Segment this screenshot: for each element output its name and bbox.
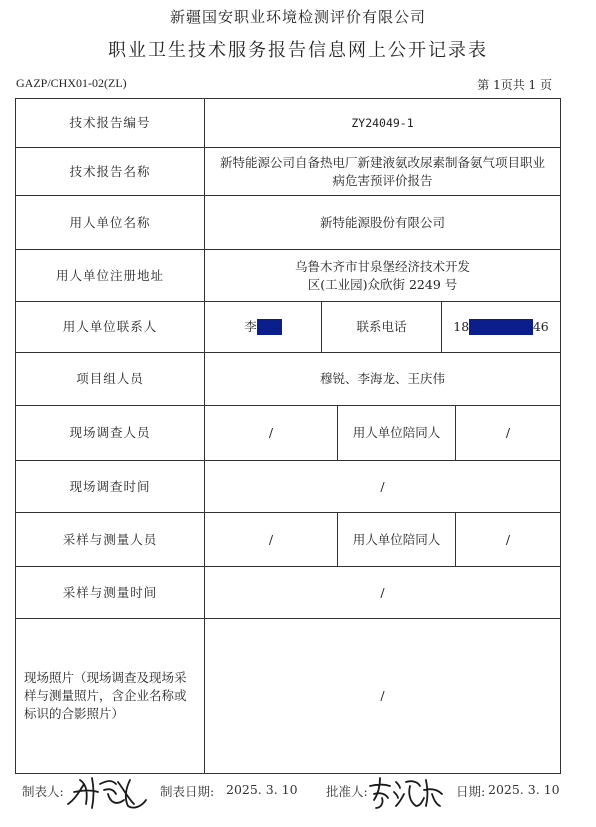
maker-signature xyxy=(64,770,150,812)
survey-staff-label: 现场调查人员 xyxy=(16,406,205,461)
row-contact xyxy=(16,302,561,353)
survey-staff-value: / xyxy=(205,406,338,461)
sampling-staff-value: / xyxy=(205,513,338,567)
survey-escort-label: 用人单位陪同人 xyxy=(338,406,456,461)
phone-label: 联系电话 xyxy=(322,302,442,353)
page-info: 第 1页共 1 页 xyxy=(477,78,552,92)
make-date: 2025. 3. 10 xyxy=(226,782,298,797)
row-team xyxy=(16,353,561,406)
team-label: 项目组人员 xyxy=(16,353,205,406)
contact-name xyxy=(205,302,322,353)
photo-label: 现场照片（现场调查及现场采样与测量照片，含企业名称或标识的合影照片） xyxy=(16,619,205,774)
row-survey-staff xyxy=(16,406,561,461)
form-code: GAZP/CHX01-02(ZL) xyxy=(16,76,127,90)
approver-label: 批准人: xyxy=(326,784,368,799)
sampling-escort-value: / xyxy=(456,513,561,567)
maker-label: 制表人: xyxy=(22,784,64,799)
report-name-value: 新特能源公司自备热电厂新建液氨改尿素制备氨气项目职业病危害预评价报告 xyxy=(205,148,561,196)
sampling-staff-label: 采样与测量人员 xyxy=(16,513,205,567)
phone-prefix: 18 xyxy=(453,319,470,334)
survey-escort-value: / xyxy=(456,406,561,461)
address-label: 用人单位注册地址 xyxy=(16,250,205,302)
sampling-escort-label: 用人单位陪同人 xyxy=(338,513,456,567)
row-address xyxy=(16,250,561,302)
contact-label: 用人单位联系人 xyxy=(16,302,205,353)
row-sampling-time xyxy=(16,567,561,619)
row-survey-time xyxy=(16,461,561,513)
report-name-label: 技术报告名称 xyxy=(16,148,205,196)
employer-value: 新特能源股份有限公司 xyxy=(205,196,561,250)
redaction-mask: 00000000 xyxy=(469,319,533,334)
company-name: 新疆国安职业环境检测评价有限公司 xyxy=(169,8,426,26)
record-table xyxy=(15,98,561,774)
row-photo xyxy=(16,619,561,774)
approver-signature xyxy=(366,772,446,812)
report-no-value: ZY24049-1 xyxy=(205,99,561,148)
row-report-name xyxy=(16,148,561,196)
sampling-time-value: / xyxy=(205,567,561,619)
employer-label: 用人单位名称 xyxy=(16,196,205,250)
phone-suffix: 46 xyxy=(532,319,549,334)
survey-time-value: / xyxy=(205,461,561,513)
make-date-label: 制表日期: xyxy=(160,784,215,799)
sampling-time-label: 采样与测量时间 xyxy=(16,567,205,619)
photo-value: / xyxy=(205,619,561,774)
row-employer xyxy=(16,196,561,250)
team-value: 穆锐、李海龙、王庆伟 xyxy=(205,353,561,406)
contact-name-visible: 李 xyxy=(244,319,257,334)
row-report-no xyxy=(16,99,561,148)
survey-time-label: 现场调查时间 xyxy=(16,461,205,513)
address-value: 乌鲁木齐市甘泉堡经济技术开发区(工业园)众欣街 2249 号 xyxy=(205,250,561,302)
row-sampling-staff xyxy=(16,513,561,567)
redaction-mask: 某某 xyxy=(256,319,282,334)
report-no-label: 技术报告编号 xyxy=(16,99,205,148)
approve-date: 2025. 3. 10 xyxy=(488,782,560,797)
approve-date-label: 日期: xyxy=(456,784,486,799)
phone-value xyxy=(442,302,561,353)
document-title: 职业卫生技术服务报告信息网上公开记录表 xyxy=(108,40,488,61)
